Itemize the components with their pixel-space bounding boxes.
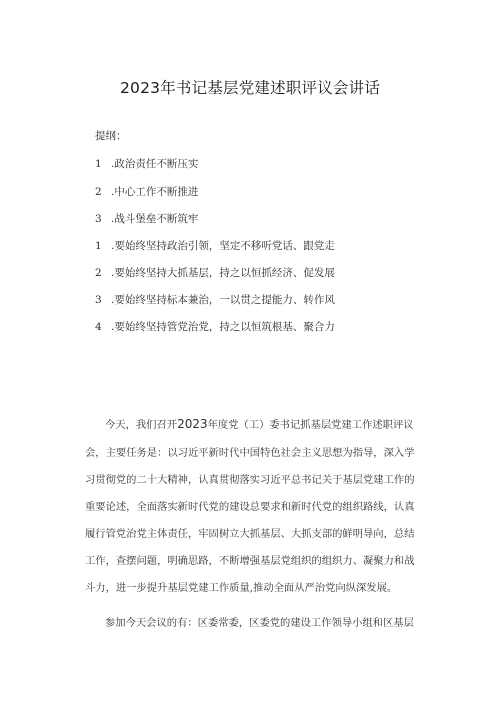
body-paragraph-line: 习贯彻党的二十大精神，认真贯彻落实习近平总书记关于基层党建工作的: [85, 474, 415, 486]
outline-item-text: .要始终坚持标本兼治，一以贯之提能力、转作风: [111, 294, 335, 306]
outline-item-text: .战斗堡垒不断筑牢: [111, 213, 199, 225]
outline-item-text: .要始终坚持大抓基层，持之以恒抓经济、促发展: [111, 267, 335, 279]
outline-item-number: 4: [95, 321, 102, 333]
outline-item-text: .要始终坚持政治引领，坚定不移听党话、跟党走: [111, 240, 335, 252]
outline-item-number: 1: [95, 158, 102, 170]
body-paragraph-line: [105, 416, 414, 431]
outline-item-text: .要始终坚持管党治党，持之以恒筑根基、聚合力: [111, 321, 335, 333]
body-paragraph-line: 工作，查摆问题，明确思路，不断增强基层党组织的组织力、凝聚力和战: [85, 555, 415, 567]
outline-item-number: 3: [95, 213, 102, 225]
outline-item: [95, 265, 335, 280]
body-paragraph-line: 履行管党治党主体责任，牢固树立大抓基层、大抓支部的鲜明导向，总结: [85, 528, 415, 540]
outline-item: [95, 184, 198, 199]
outline-item-number: 2: [95, 186, 102, 198]
paragraph-text: 今天，我们召开: [105, 419, 178, 431]
outline-item-text: .中心工作不断推进: [111, 186, 199, 198]
paragraph-text: 年度党（工）委书记抓基层党建工作述职评议: [207, 419, 414, 431]
outline-item-number: 3: [95, 294, 102, 306]
outline-item: [95, 292, 335, 307]
outline-item: [95, 156, 198, 171]
outline-item: [95, 319, 335, 334]
body-paragraph-line: 重要论述，全面落实新时代党的建设总要求和新时代党的组织路线，认真: [85, 501, 415, 513]
outline-item-number: 1: [95, 240, 102, 252]
document-title: 2023年书记基层党建述职评议会讲话: [119, 79, 381, 97]
body-paragraph-line: 会，主要任务是：以习近平新时代中国特色社会主义思想为指导，深入学: [85, 447, 415, 459]
outline-item: [95, 238, 335, 253]
outline-item-number: 2: [95, 267, 102, 279]
body-paragraph-line: 参加今天会议的有：区委常委，区委党的建设工作领导小组和区基层: [105, 617, 414, 629]
outline-item: [95, 211, 198, 226]
body-paragraph-line: 斗力，进一步提升基层党建工作质量,推动全面从严治党向纵深发展。: [85, 582, 398, 594]
year-text: 2023: [177, 417, 208, 431]
outline-label: 提纲：: [95, 130, 127, 142]
outline-item-text: .政治责任不断压实: [111, 158, 199, 170]
